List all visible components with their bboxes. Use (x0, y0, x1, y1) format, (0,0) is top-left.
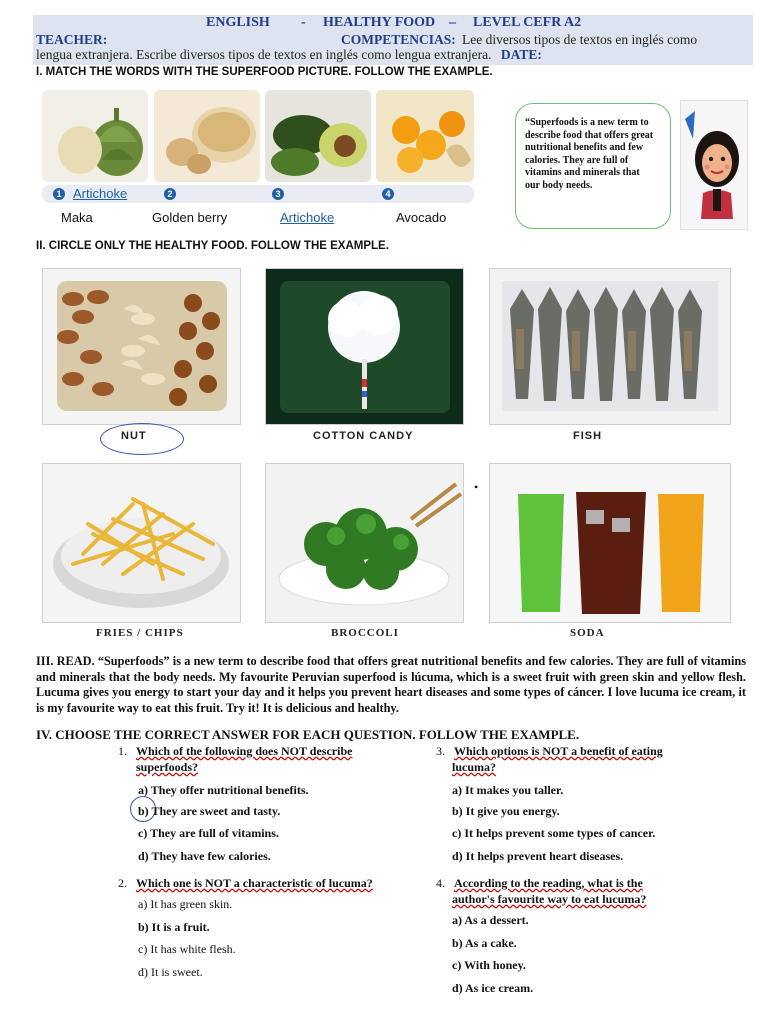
question-1-cont: superfoods? (136, 760, 199, 774)
avocado-photo (265, 90, 371, 182)
q2-option-d[interactable]: d) It is sweet. (138, 965, 203, 979)
question-3-cont: lucuma? (452, 760, 497, 774)
fish-photo (489, 268, 731, 425)
section-2-title: II. CIRCLE ONLY THE HEALTHY FOOD. FOLLOW THE EXAMPLE. (36, 240, 389, 252)
golden-berry-photo (376, 90, 474, 182)
cotton-candy-photo (265, 268, 464, 425)
q4-option-a[interactable]: a) As a dessert. (452, 913, 529, 927)
teacher-label: TEACHER: (36, 32, 108, 47)
date-label: DATE: (500, 47, 542, 62)
competencias-text-cont: lengua extranjera. Escribe diversos tipos de textos en inglés como lengua extranjera. (36, 47, 492, 62)
header-line-2 (36, 32, 756, 48)
q1-option-a[interactable]: a) They offer nutritional benefits. (138, 783, 309, 797)
word-option-golden-berry: Golden berry (152, 210, 228, 225)
reading-passage (36, 654, 746, 716)
artichoke-photo (42, 90, 148, 182)
read-text: “Superfoods” is a new term to describe food that offers great nutritional benefits and few calories. They are full of vitamins and minerals that the body needs. My favourite Peruvian superfood is lúcuma, which is a sweet fruit with green skin and yellow flesh. Lucuma gives you energy to start your day and it helps you prevent heart diseases and some types of cáncer. I love lucuma ice cream, it is my favourite way to eat this fruit. Try it! It is delicious and healthy. (36, 654, 746, 715)
q2-option-c[interactable]: c) It has white flesh. (138, 942, 236, 956)
fries-photo (42, 463, 241, 623)
read-label: III. READ. (36, 654, 95, 668)
competencias-text: Lee diversos tipos de textos en inglés como (462, 32, 698, 47)
q4-option-c[interactable]: c) With honey. (452, 958, 526, 972)
level-label: LEVEL CEFR A2 (473, 15, 582, 30)
caption-fries: FRIES / CHIPS (96, 627, 184, 639)
q3-option-a[interactable]: a) It makes you taller. (452, 783, 564, 797)
header-line-3 (36, 47, 756, 63)
q3-option-c[interactable]: c) It helps prevent some types of cancer. (452, 826, 656, 840)
header-dash: – (449, 15, 456, 30)
speech-bubble-text: “Superfoods is a new term to describe food that offers great nutritional benefits and few calories. They are full of vitamins and minerals that our body needs. (525, 117, 654, 191)
q4-option-d[interactable]: d) As ice cream. (452, 981, 534, 995)
topic-label: HEALTHY FOOD (323, 15, 436, 30)
number-badge-1: 1 (53, 188, 65, 200)
question-2: 2. Which one is NOT a characteristic of lucuma? (118, 876, 373, 890)
q1-option-b[interactable]: b) They are sweet and tasty. (138, 804, 281, 818)
header-dash: - (301, 15, 306, 30)
competencias-label: COMPETENCIAS: (341, 32, 456, 47)
word-option-avocado: Avocado (396, 210, 447, 225)
caption-cotton-candy: COTTON CANDY (313, 430, 414, 442)
q3-option-d[interactable]: d) It helps prevent heart diseases. (452, 849, 624, 863)
number-badge-2: 2 (164, 188, 176, 200)
section-4-title: IV. CHOOSE THE CORRECT ANSWER FOR EACH QUESTION. FOLLOW THE EXAMPLE. (36, 727, 580, 742)
q2-option-b[interactable]: b) It is a fruit. (138, 920, 210, 934)
girl-illustration (680, 100, 748, 230)
example-answer: Artichoke (73, 186, 128, 201)
question-3: 3. Which options is NOT a benefit of eating (436, 744, 663, 758)
word-option-maka: Maka (61, 210, 93, 225)
q3-option-b[interactable]: b) It give you energy. (452, 804, 560, 818)
caption-broccoli: BROCCOLI (331, 627, 399, 639)
stray-dot: • (474, 480, 479, 494)
section-1-title: I. MATCH THE WORDS WITH THE SUPERFOOD PICTURE. FOLLOW THE EXAMPLE. (36, 66, 493, 78)
soda-photo (489, 463, 731, 623)
number-badge-3: 3 (272, 188, 284, 200)
q4-option-b[interactable]: b) As a cake. (452, 936, 517, 950)
q1-option-c[interactable]: c) They are full of vitamins. (138, 826, 279, 840)
caption-fish: FISH (573, 430, 603, 442)
subject-label: ENGLISH (206, 15, 270, 30)
caption-nut: NUT (121, 430, 147, 442)
broccoli-photo (265, 463, 464, 623)
number-badge-4: 4 (382, 188, 394, 200)
q1-option-d[interactable]: d) They have few calories. (138, 849, 271, 863)
question-1: 1. Which of the following does NOT describe (118, 744, 353, 758)
q2-option-a[interactable]: a) It has green skin. (138, 897, 233, 911)
question-4: 4. According to the reading, what is the (436, 876, 643, 890)
question-4-cont: author's favourite way to eat lucuma? (452, 892, 647, 906)
word-option-artichoke: Artichoke (280, 210, 335, 225)
nut-photo (42, 268, 241, 425)
caption-soda: SODA (570, 627, 605, 639)
maca-photo (154, 90, 260, 182)
